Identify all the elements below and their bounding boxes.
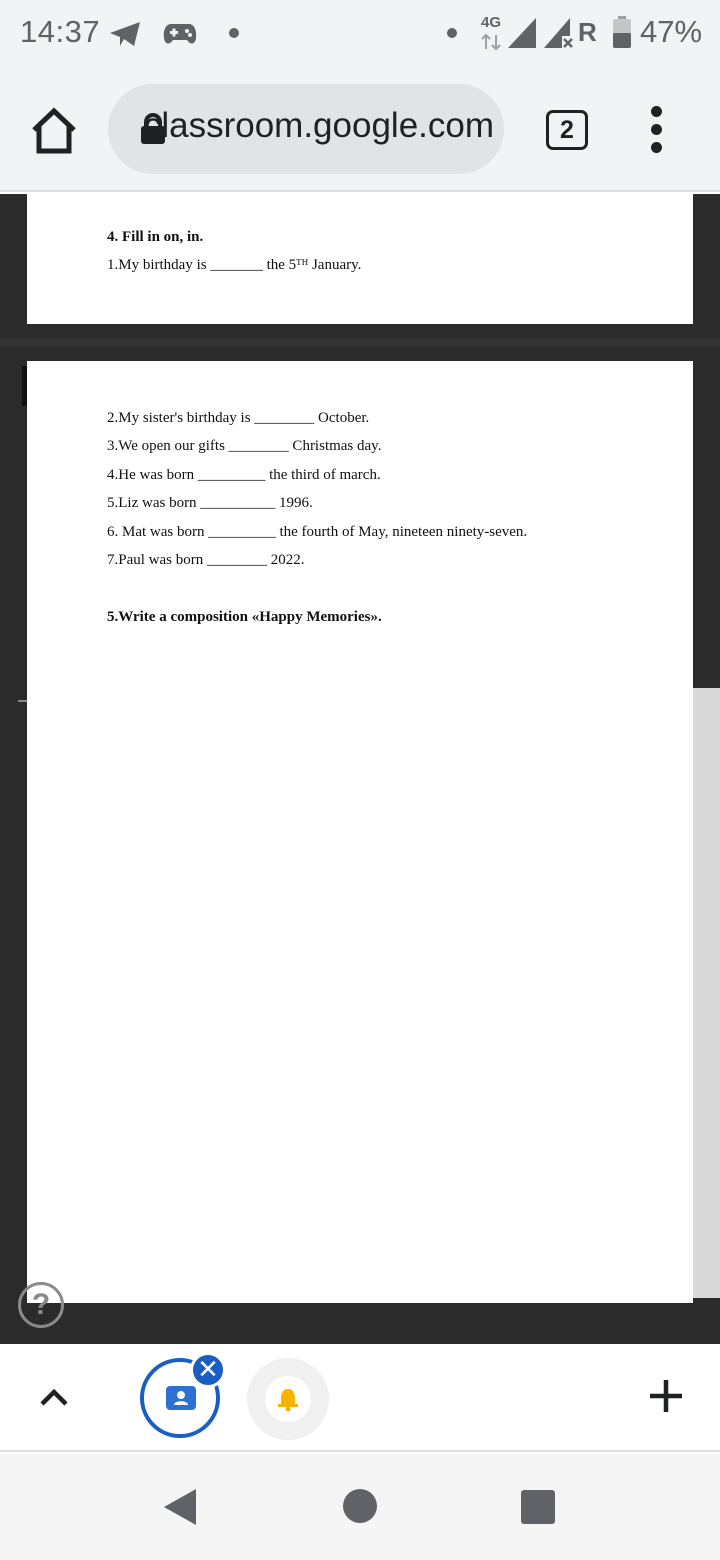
document-page-1 [27, 194, 693, 324]
status-time: 14:37 [20, 14, 101, 49]
navigation-bar [0, 1454, 720, 1560]
help-icon[interactable]: ? [18, 1282, 64, 1328]
classroom-icon [166, 1386, 196, 1410]
recents-icon[interactable] [521, 1490, 555, 1524]
browser-toolbar [0, 68, 720, 192]
bottom-bar [0, 1344, 720, 1452]
telegram-icon [108, 20, 142, 48]
gamepad-icon [163, 22, 197, 46]
close-bubble-button[interactable]: ✕ [190, 1352, 226, 1388]
back-icon[interactable] [162, 1487, 198, 1527]
plus-icon[interactable] [646, 1376, 686, 1416]
data-arrows-icon [481, 35, 501, 49]
scrollbar[interactable] [693, 688, 720, 1298]
document-page-2 [27, 361, 693, 1303]
network-type-label: 4G [481, 14, 502, 31]
notification-dot-icon [229, 28, 239, 38]
document-viewer[interactable] [0, 194, 720, 1344]
url-text: classroom.google.com [143, 106, 494, 145]
exercise-line-2: 2.My sister's birthday is ________ October. [107, 410, 370, 426]
exercise-5-task: 5.Write a composition «Happy Memories». [107, 609, 382, 625]
chevron-up-icon[interactable] [38, 1384, 70, 1408]
bell-icon [265, 1376, 311, 1422]
battery-icon [612, 16, 632, 48]
exercise-line-4: 4.He was born _________ the third of march. [107, 467, 381, 483]
url-bar[interactable] [108, 84, 504, 174]
signal-icon [508, 18, 536, 48]
home-nav-icon[interactable] [343, 1489, 377, 1523]
more-menu-icon[interactable] [645, 106, 669, 154]
tab-switcher-button[interactable]: 2 [546, 110, 588, 150]
roaming-label: R [578, 17, 597, 47]
exercise-4-heading: 4. Fill in on, in. [107, 229, 204, 245]
notification-bubble-button[interactable] [247, 1358, 329, 1440]
bell-bubble-inner [265, 1376, 311, 1422]
exercise-line-6: 6. Mat was born _________ the fourth of May, nineteen ninety-seven. [107, 524, 528, 540]
home-icon[interactable] [30, 108, 78, 154]
exercise-line-5: 5.Liz was born __________ 1996. [107, 495, 313, 511]
exercise-line-3: 3.We open our gifts ________ Christmas day. [107, 438, 382, 454]
notification-dot-icon [447, 28, 457, 38]
status-bar [0, 0, 720, 68]
battery-percent: 47% [640, 14, 703, 49]
exercise-line-1: 1.My birthday is _______ the 5ᵀᴴ January. [107, 257, 362, 273]
background-artifact [0, 338, 720, 346]
exercise-line-7: 7.Paul was born ________ 2022. [107, 552, 305, 568]
signal-x-icon [544, 18, 574, 48]
person-icon [166, 1386, 196, 1410]
